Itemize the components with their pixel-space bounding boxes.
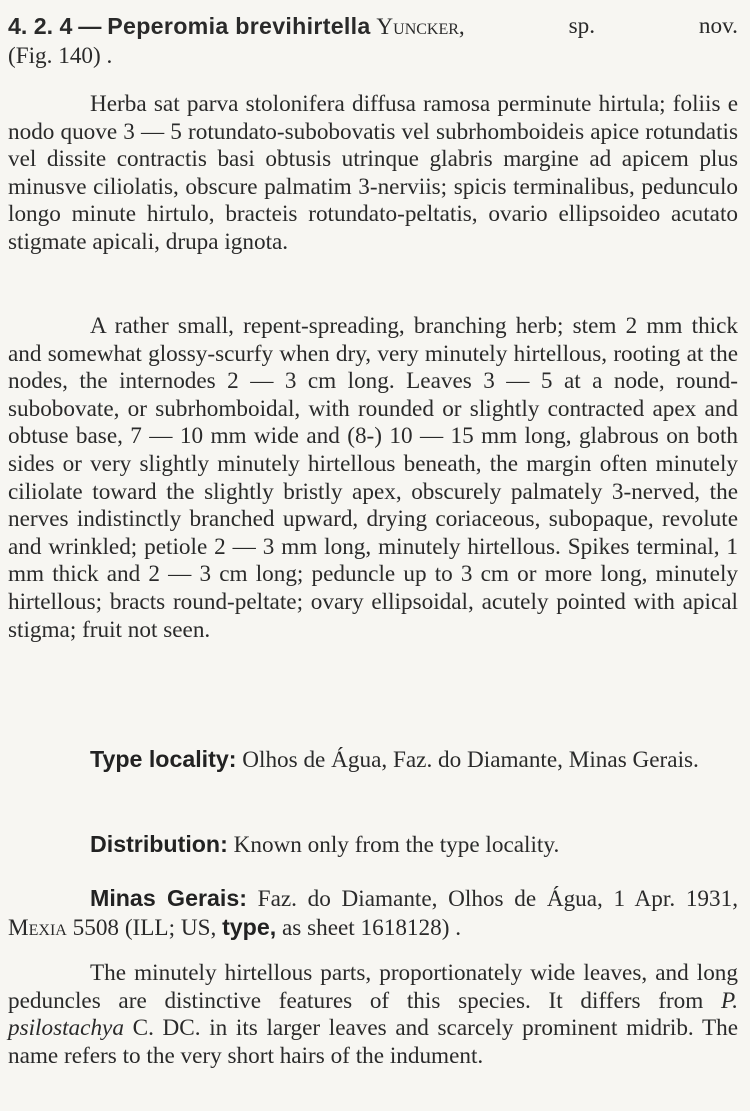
distribution-label: Distribution: — [90, 831, 228, 857]
sp-abbrev: sp. — [568, 13, 596, 39]
collector-name: Mexia — [8, 914, 67, 941]
specimen-region-label: Minas Gerais: — [90, 885, 247, 911]
author-name: Yuncker, — [376, 14, 465, 40]
compared-species: P. psilostachya — [8, 987, 739, 1042]
remarks — [8, 960, 738, 1070]
english-description: A rather small, repent-spreading, branching herb; stem 2 mm thick and somewhat glossy-scurfy when dry, very minutely hirtellous, rooting at the nodes, the internodes 2 — 3 cm long. Leaves 3 — 5 at a node, round-subobovate, or subrhomboidal, with rounded or slightly contracted apex and obtuse base, 7 — 10 mm wide and (8-) 10 — 15 mm long, glabrous on both sides or very slightly minutely hirtellous beneath, the margin often minutely ciliolate toward the slightly bristly apex, obscurely palmately 3-nerved, the nerves indistinctly branched upward, drying coriaceous, subopaque, revolute and wrinkled; petiole 2 — 3 mm long, minutely hirtellous. Spikes terminal, 1 mm thick and 2 — 3 cm long; peduncle up to 3 cm or more long, minutely hirtellous; bracts round-peltate; ovary ellipsoidal, acutely pointed with apical stigma; fruit not seen. — [8, 313, 738, 643]
species-name: Peperomia brevihirtella — [107, 13, 371, 39]
distribution — [8, 831, 738, 860]
heading-left — [8, 12, 465, 42]
specimen-text-before: Faz. do Diamante, Olhos de Água, 1 Apr. 1931, — [257, 886, 738, 912]
remarks-text-before: The minutely hirtellous parts, proportionately wide leaves, and long peduncles are distinctive features of this species. It differs from — [8, 960, 738, 1014]
type-locality-label: Type locality: — [90, 746, 237, 772]
heading-line — [8, 12, 738, 42]
type-locality — [8, 746, 738, 775]
specimen-citation — [8, 885, 738, 942]
species-heading — [8, 12, 738, 71]
specimen-text-after: as sheet 1618128) . — [281, 914, 462, 941]
section-number: 4. 2. 4 — [8, 13, 73, 39]
specimen-text-mid: 5508 (ILL; US, — [72, 914, 217, 941]
nov-abbrev: nov. — [698, 13, 738, 39]
remarks-text-after: C. DC. in its larger leaves and scarcely prominent midrib. The name refers to the very short hairs of the indument. — [8, 1015, 739, 1069]
type-word: type, — [222, 913, 277, 940]
figure-reference: (Fig. 140) . — [8, 43, 113, 69]
heading-dash: — — [78, 13, 102, 39]
type-locality-text: Olhos de Água, Faz. do Diamante, Minas Gerais. — [242, 747, 699, 773]
distribution-text: Known only from the type locality. — [233, 832, 560, 858]
latin-description: Herba sat parva stolonifera diffusa ramosa perminute hirtula; foliis e nodo quove 3 — 5 rotundato-subobovatis vel subrhomboideis apice rotundatis vel dissite contractis basi obtusis utrinque glabris margine ad apicem plus minusve ciliolatis, obscure palmatim 3-nerviis; spicis terminalibus, pedunculo longo minute hirtulo, bracteis rotundato-peltatis, ovario ellipsoideo acutato stigmate apicali, drupa ignota. — [8, 91, 738, 255]
